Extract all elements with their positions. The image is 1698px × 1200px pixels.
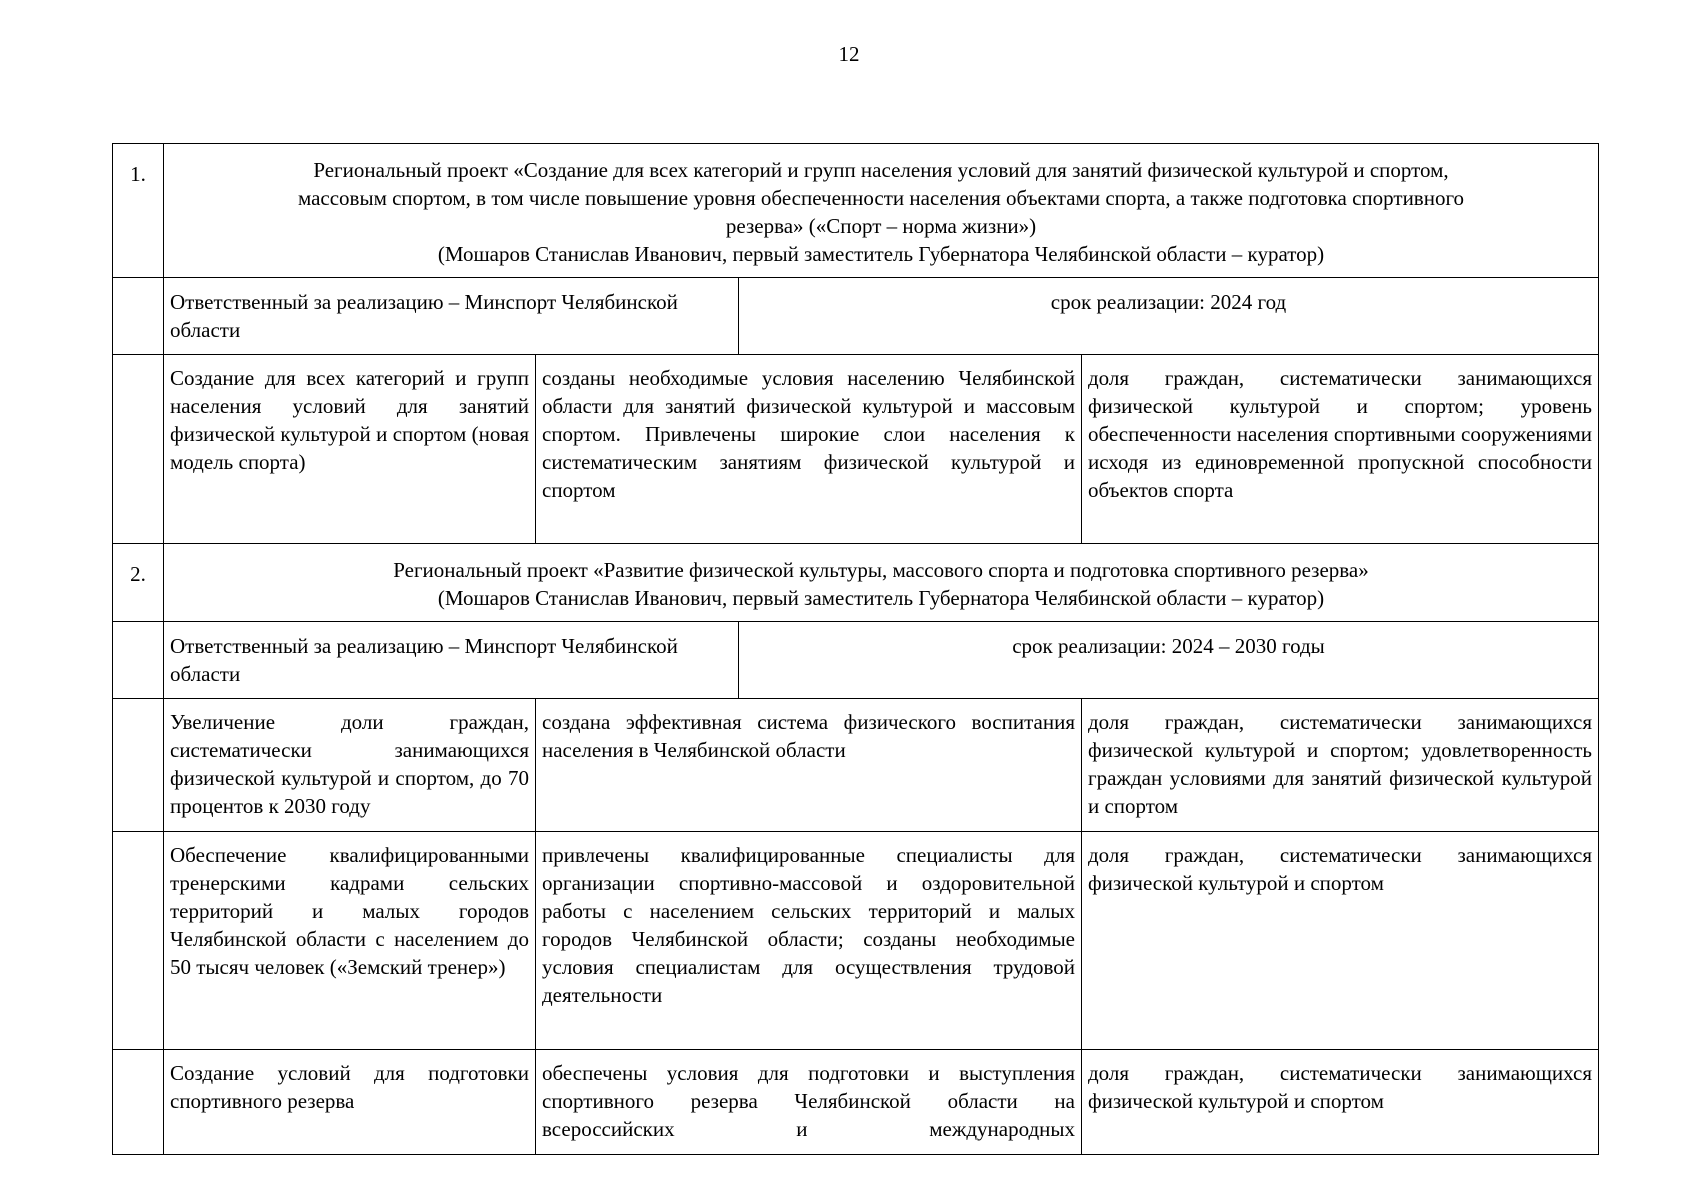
task-cell: Создание условий для подготовки спортивного резерва bbox=[164, 1050, 536, 1155]
task-cell: Обеспечение квалифицированными тренерскими кадрами сельских территорий и малых городов Челябинской области с населением до 50 тысяч человек («Земский тренер») bbox=[164, 832, 536, 1050]
empty-cell bbox=[113, 622, 164, 699]
section-1-title-line: (Мошаров Станислав Иванович, первый заместитель Губернатора Челябинской области – куратор) bbox=[437, 242, 1325, 266]
indicator-cell: доля граждан, систематически занимающихся физической культурой и спортом bbox=[1082, 1050, 1599, 1155]
section-1-title bbox=[164, 144, 1599, 278]
empty-cell bbox=[113, 832, 164, 1050]
page-number: 12 bbox=[838, 42, 860, 66]
table-row bbox=[113, 699, 1599, 832]
section-1-responsible-row bbox=[113, 278, 1599, 355]
indicator-cell: доля граждан, систематически занимающихся физической культурой и спортом; уровень обеспеченности населения спортивными сооружениями исходя из единовременной пропускной способности объектов спорта bbox=[1082, 355, 1599, 544]
projects-table bbox=[112, 143, 1599, 1155]
table-row bbox=[113, 832, 1599, 1050]
result-cell: созданы необходимые условия населению Челябинской области для занятий физической культурой и массовым спортом. Привлечены широкие слои населения к систематическим занятиям физической культурой и спортом bbox=[536, 355, 1082, 544]
section-1-responsible: Ответственный за реализацию – Минспорт Челябинской области bbox=[164, 278, 739, 355]
empty-cell bbox=[113, 355, 164, 544]
empty-cell bbox=[113, 278, 164, 355]
empty-cell bbox=[113, 699, 164, 832]
empty-cell bbox=[113, 1050, 164, 1155]
section-2-responsible-row bbox=[113, 622, 1599, 699]
section-1-title-line: Региональный проект «Создание для всех категорий и групп населения условий для занятий физической культурой и спортом, bbox=[313, 158, 1449, 182]
section-1-header-row bbox=[113, 144, 1599, 278]
section-2-title-line: (Мошаров Станислав Иванович, первый заместитель Губернатора Челябинской области – куратор) bbox=[437, 586, 1325, 610]
section-2-title-line: Региональный проект «Развитие физической культуры, массового спорта и подготовка спортивного резерва» bbox=[393, 558, 1369, 582]
result-cell: создана эффективная система физического воспитания населения в Челябинской области bbox=[536, 699, 1082, 832]
section-2-number: 2. bbox=[113, 544, 164, 622]
result-cell: привлечены квалифицированные специалисты для организации спортивно-массовой и оздоровительной работы с населением сельских территорий и малых городов Челябинской области; созданы необходимые условия специалистам для осуществления трудовой деятельности bbox=[536, 832, 1082, 1050]
section-2-responsible: Ответственный за реализацию – Минспорт Челябинской области bbox=[164, 622, 739, 699]
section-2-title bbox=[164, 544, 1599, 622]
task-cell: Создание для всех категорий и групп населения условий для занятий физической культурой и спортом (новая модель спорта) bbox=[164, 355, 536, 544]
result-cell: обеспечены условия для подготовки и выступления спортивного резерва Челябинской области на всероссийских и международных bbox=[536, 1050, 1082, 1155]
section-1-term: срок реализации: 2024 год bbox=[739, 278, 1599, 355]
section-2-term: срок реализации: 2024 – 2030 годы bbox=[739, 622, 1599, 699]
indicator-cell: доля граждан, систематически занимающихся физической культурой и спортом; удовлетворенность граждан условиями для занятий физической культурой и спортом bbox=[1082, 699, 1599, 832]
table-row bbox=[113, 1050, 1599, 1155]
section-1-number: 1. bbox=[113, 144, 164, 278]
task-cell: Увеличение доли граждан, систематически занимающихся физической культурой и спортом, до 70 процентов к 2030 году bbox=[164, 699, 536, 832]
section-1-title-line: массовым спортом, в том числе повышение уровня обеспеченности населения объектами спорта, а также подготовка спортивного bbox=[297, 186, 1465, 210]
indicator-cell: доля граждан, систематически занимающихся физической культурой и спортом bbox=[1082, 832, 1599, 1050]
section-2-header-row bbox=[113, 544, 1599, 622]
table-row bbox=[113, 355, 1599, 544]
section-1-title-line: резерва» («Спорт – норма жизни») bbox=[725, 214, 1037, 238]
